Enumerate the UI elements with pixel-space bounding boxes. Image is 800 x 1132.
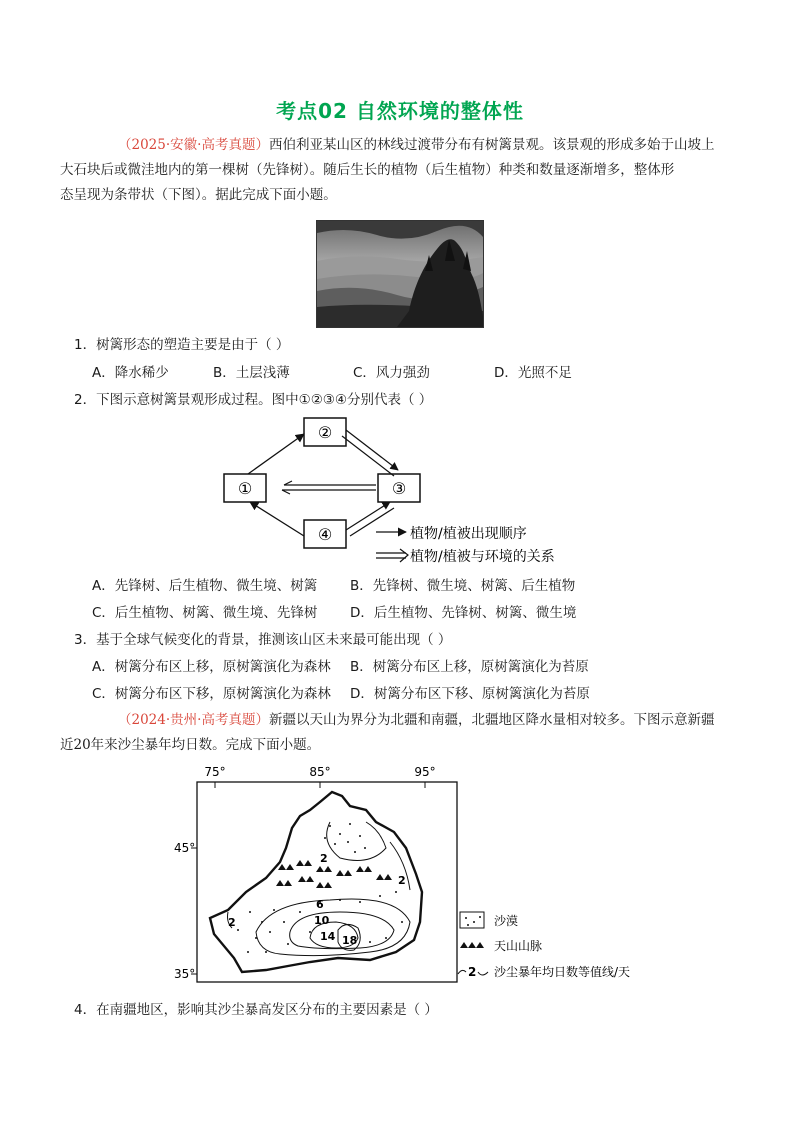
source-tag: （2024·贵州·高考真题）: [118, 712, 269, 728]
contour-label: 2: [398, 874, 406, 887]
lat-label: 45°: [174, 841, 196, 855]
xinjiang-dust-storm-map: [170, 762, 640, 992]
svg-text:沙漠: 沙漠: [494, 914, 519, 928]
svg-text:2: 2: [468, 965, 477, 979]
svg-text:④: ④: [317, 525, 333, 544]
q1-option-c[interactable]: C．风力强劲: [353, 365, 430, 381]
legend-contour: [458, 964, 630, 979]
xinjiang-boundary: [210, 792, 422, 972]
svg-text:沙尘暴年均日数等值线/天: 沙尘暴年均日数等值线/天: [494, 965, 631, 979]
question-1: 1．树篱形态的塑造主要是由于（ ）: [74, 337, 290, 353]
double-arrow-4-3: [346, 502, 394, 536]
q3-option-d[interactable]: D．树篱分布区下移、原树篱演化为苔原: [350, 686, 590, 702]
q3-option-b[interactable]: B．树篱分布区上移，原树篱演化为苔原: [350, 659, 589, 675]
q1-option-a[interactable]: A．降水稀少: [92, 365, 169, 381]
intro-line: 态呈现为条带状（下图）。据此完成下面小题。: [60, 187, 337, 203]
q2-option-d[interactable]: D．后生植物、先锋树、树篱、微生境: [350, 605, 577, 621]
q2-option-c[interactable]: C．后生植物、树篱、微生境、先锋树: [92, 605, 318, 621]
question-2: 2．下图示意树篱景观形成过程。图中①②③④分别代表（ ）: [74, 392, 433, 408]
q1-option-d[interactable]: D．光照不足: [494, 365, 572, 381]
svg-text:②: ②: [317, 423, 333, 442]
intro-paragraph-2: [60, 708, 730, 758]
page-title: 考点02 自然环境的整体性: [276, 99, 524, 123]
contour-label: 18: [342, 934, 358, 947]
legend-order-text: 植物/植被出现顺序: [410, 526, 527, 542]
box-4: [304, 520, 346, 548]
q3-option-a[interactable]: A．树篱分布区上移，原树篱演化为森林: [92, 659, 331, 675]
contour-label: 6: [316, 898, 324, 911]
lat-label: 35°: [174, 967, 196, 981]
double-arrow-3-1: [282, 481, 376, 494]
source-tag: （2025·安徽·高考真题）: [118, 137, 269, 153]
q2-option-a[interactable]: A．先锋树、后生植物、微生境、树篱: [92, 578, 318, 594]
contour-label: 10: [314, 914, 330, 927]
intro-line: 大石块后或微洼地内的第一棵树（先锋树）。随后生长的植物（后生植物）种类和数量逐渐增多，整体形: [60, 162, 675, 178]
q2-option-b[interactable]: B．先锋树、微生境、树篱、后生植物: [350, 578, 576, 594]
box-2: [304, 418, 346, 446]
box-1: [224, 474, 266, 502]
double-arrow-2-3: [342, 430, 398, 476]
q3-option-c[interactable]: C．树篱分布区下移，原树篱演化为森林: [92, 686, 331, 702]
arrow-4-to-1: [250, 502, 304, 536]
legend-tianshan: [460, 939, 542, 953]
q1-option-b[interactable]: B．土层浅薄: [213, 365, 290, 381]
arrow-1-to-2: [248, 434, 304, 474]
contour-label: 2: [228, 916, 236, 929]
legend-desert: [460, 912, 518, 928]
intro-line: 近20年来沙尘暴年均日数。完成下面小题。: [60, 737, 321, 753]
formation-process-diagram: [200, 412, 600, 572]
lon-label: 85°: [309, 765, 331, 779]
question-3: 3．基于全球气候变化的背景，推测该山区未来最可能出现（ ）: [74, 632, 452, 648]
svg-text:③: ③: [391, 479, 407, 498]
intro-paragraph-1: [60, 133, 730, 208]
svg-text:天山山脉: 天山山脉: [494, 939, 543, 953]
box-3: [378, 474, 420, 502]
question-4: 4．在南疆地区，影响其沙尘暴高发区分布的主要因素是（ ）: [74, 1002, 438, 1018]
contour-label: 14: [320, 930, 336, 943]
lon-label: 75°: [204, 765, 226, 779]
lon-label: 95°: [414, 765, 436, 779]
svg-text:①: ①: [237, 479, 253, 498]
intro-line: 新疆以天山为界分为北疆和南疆，北疆地区降水量相对较多。下图示意新疆: [268, 712, 715, 728]
intro-line: 西伯利亚某山区的林线过渡带分布有树篱景观。该景观的形成多始于山坡上: [268, 137, 715, 153]
legend-double-arrow: [376, 549, 408, 562]
contour-label: 2: [320, 852, 328, 865]
legend-relation-text: 植物/植被与环境的关系: [410, 549, 555, 565]
hedgerow-photo: [316, 220, 484, 328]
